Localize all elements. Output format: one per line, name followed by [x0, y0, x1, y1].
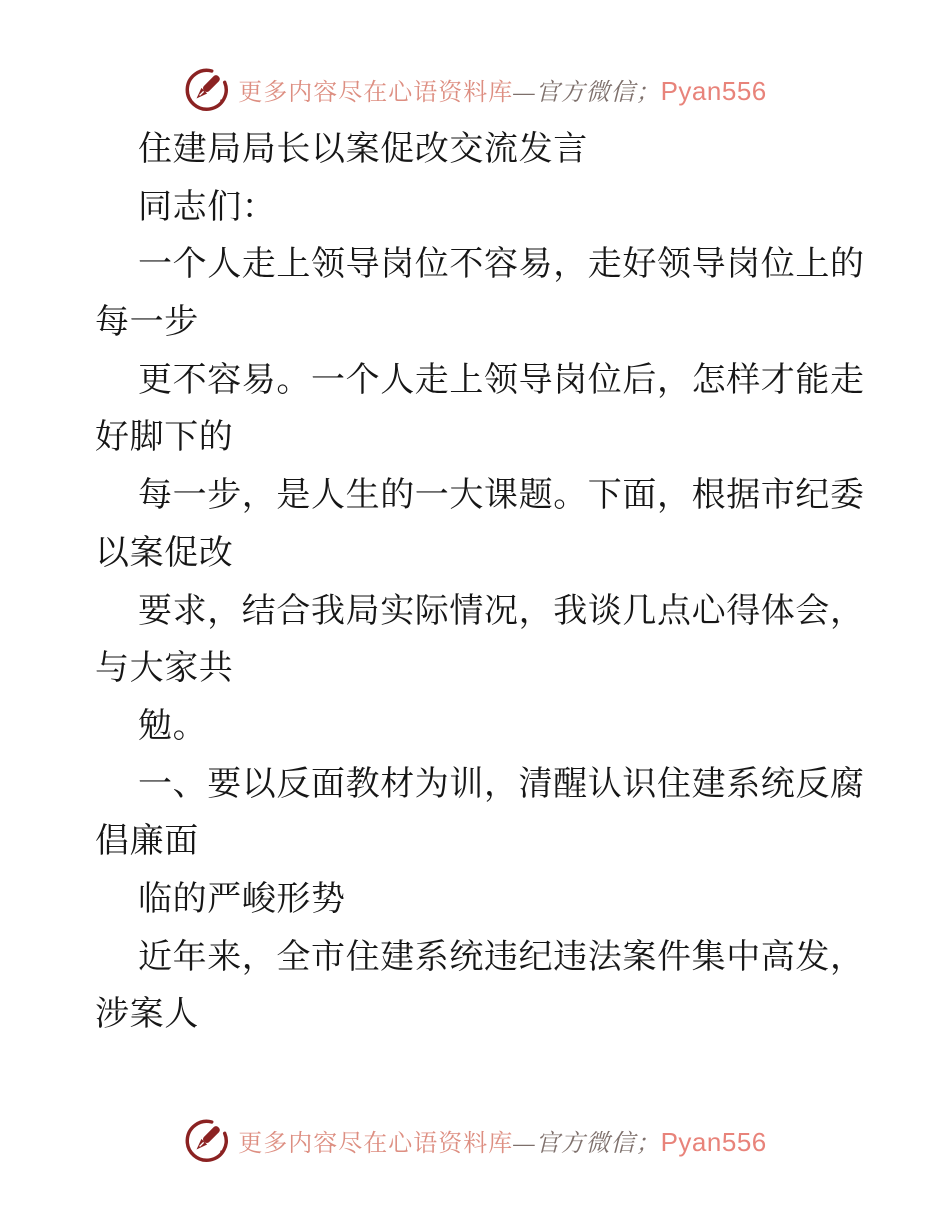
watermark-wechat-id: Pyan556: [660, 1126, 767, 1157]
text-line: 近年来，全市住建系统违纪违法案件集中高发，: [138, 938, 865, 976]
text-line: 更不容易。一个人走上领导岗位后，怎样才能走: [138, 361, 865, 399]
watermark-wechat-label: 官方微信；: [535, 1130, 661, 1157]
text-line: 一个人走上领导岗位不容易，走好领导岗位上的: [138, 246, 865, 284]
header-watermark: [0, 63, 950, 115]
watermark-dash: —: [513, 1130, 536, 1157]
watermark-text: [238, 72, 767, 107]
text-line: 每一步: [95, 304, 199, 342]
footer-watermark: [0, 1114, 950, 1166]
watermark-brand-text: 更多内容尽在心语资料库: [238, 1130, 514, 1157]
document-body: [95, 121, 865, 1044]
text-line: 一、要以反面教材为训，清醒认识住建系统反腐: [138, 765, 865, 803]
text-line: 倡廉面: [95, 823, 199, 861]
pen-circle-logo-icon: [183, 66, 229, 112]
watermark-brand-text: 更多内容尽在心语资料库: [238, 79, 514, 106]
watermark-wechat-id: Pyan556: [660, 75, 767, 106]
text-line: 要求，结合我局实际情况，我谈几点心得体会，: [138, 592, 865, 630]
text-line: 住建局局长以案促改交流发言: [138, 131, 588, 168]
text-line: 勉。: [138, 707, 208, 745]
text-line: 与大家共: [95, 650, 234, 688]
text-line: 涉案人: [95, 996, 199, 1034]
text-line: 临的严峻形势: [138, 880, 346, 918]
text-line: 同志们：: [138, 188, 277, 226]
watermark-dash: —: [513, 79, 536, 106]
watermark-text: [238, 1123, 767, 1158]
pen-circle-logo-icon: [183, 1117, 229, 1163]
text-line: 以案促改: [95, 534, 234, 572]
watermark-wechat-label: 官方微信；: [535, 79, 661, 106]
text-line: 每一步，是人生的一大课题。下面，根据市纪委: [138, 477, 865, 515]
text-line: 好脚下的: [95, 419, 234, 457]
